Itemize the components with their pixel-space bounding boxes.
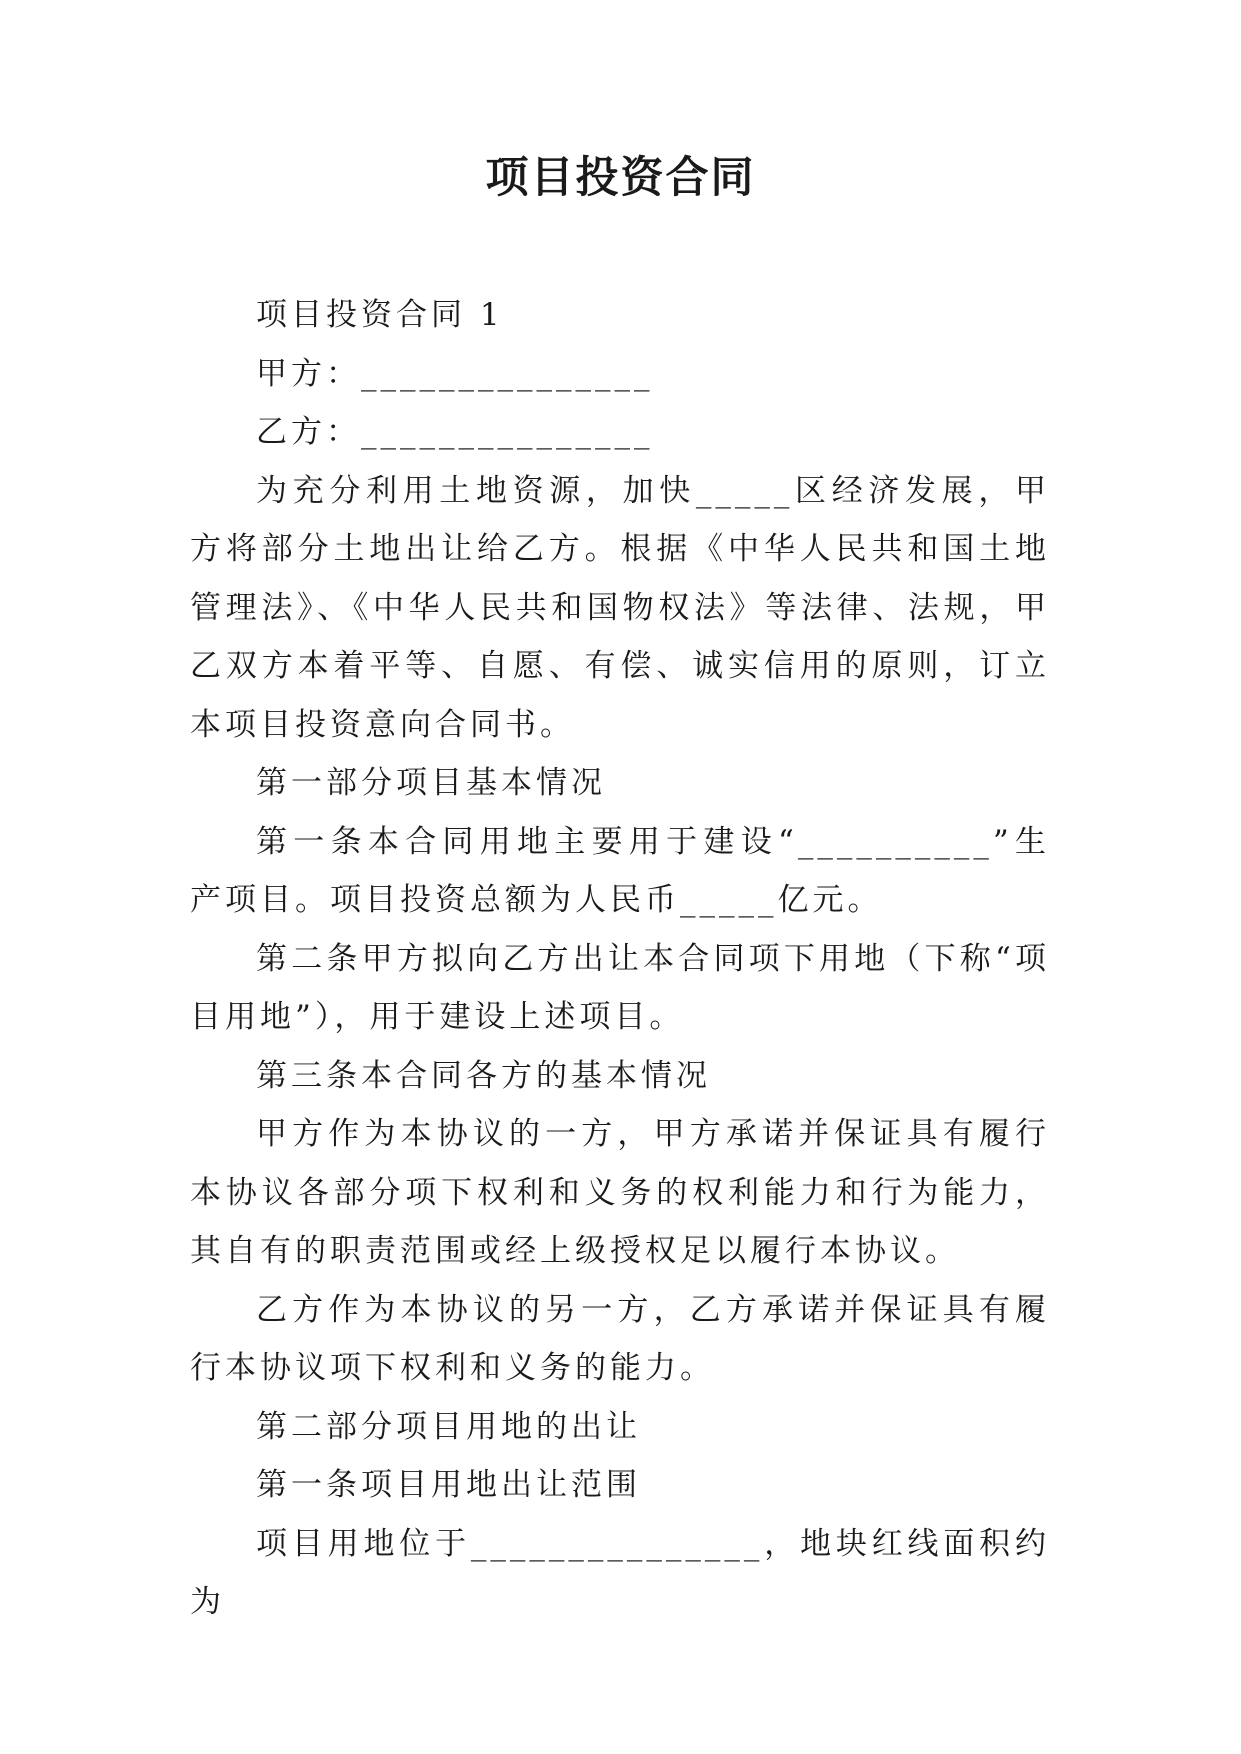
preamble-paragraph: 为充分利用土地资源，加快_____区经济发展，甲方将部分土地出让给乙方。根据《中华人民共和国土地管理法》、《中华人民共和国物权法》等法律、法规，甲乙双方本着平等、自愿、有偿、诚实信用的原则，订立本项目投资意向合同书。 — [190, 472, 1050, 743]
part-one-article-three: 第三条本合同各方的基本情况 — [256, 1057, 711, 1094]
part-two-heading: 第二部分项目用地的出让 — [256, 1408, 641, 1445]
part-one-article-two: 第二条甲方拟向乙方出让本合同项下用地（下称“项目用地”），用于建设上述项目。 — [190, 940, 1050, 1035]
party-a-commitment: 甲方作为本协议的一方，甲方承诺并保证具有履行本协议各部分项下权利和义务的权利能力和行为能力，其自有的职责范围或经上级授权足以履行本协议。 — [190, 1116, 1050, 1269]
party-b-commitment: 乙方作为本协议的另一方，乙方承诺并保证具有履行本协议项下权利和义务的能力。 — [190, 1291, 1050, 1386]
contract-heading: 项目投资合同 1 — [256, 297, 504, 333]
part-one-heading: 第一部分项目基本情况 — [256, 765, 606, 801]
document-title: 项目投资合同 — [485, 153, 756, 203]
party-a-line: 甲方：_______________ — [256, 355, 654, 392]
party-b-line: 乙方：_______________ — [256, 414, 654, 450]
part-one-article-one: 第一条本合同用地主要用于建设“__________”生产项目。项目投资总额为人民币_____亿元。 — [190, 823, 1050, 918]
land-location-paragraph: 项目用地位于_______________，地块红线面积约为 — [190, 1525, 1050, 1620]
document-body — [190, 286, 1050, 1632]
part-two-article-one: 第一条项目用地出让范围 — [256, 1467, 641, 1503]
